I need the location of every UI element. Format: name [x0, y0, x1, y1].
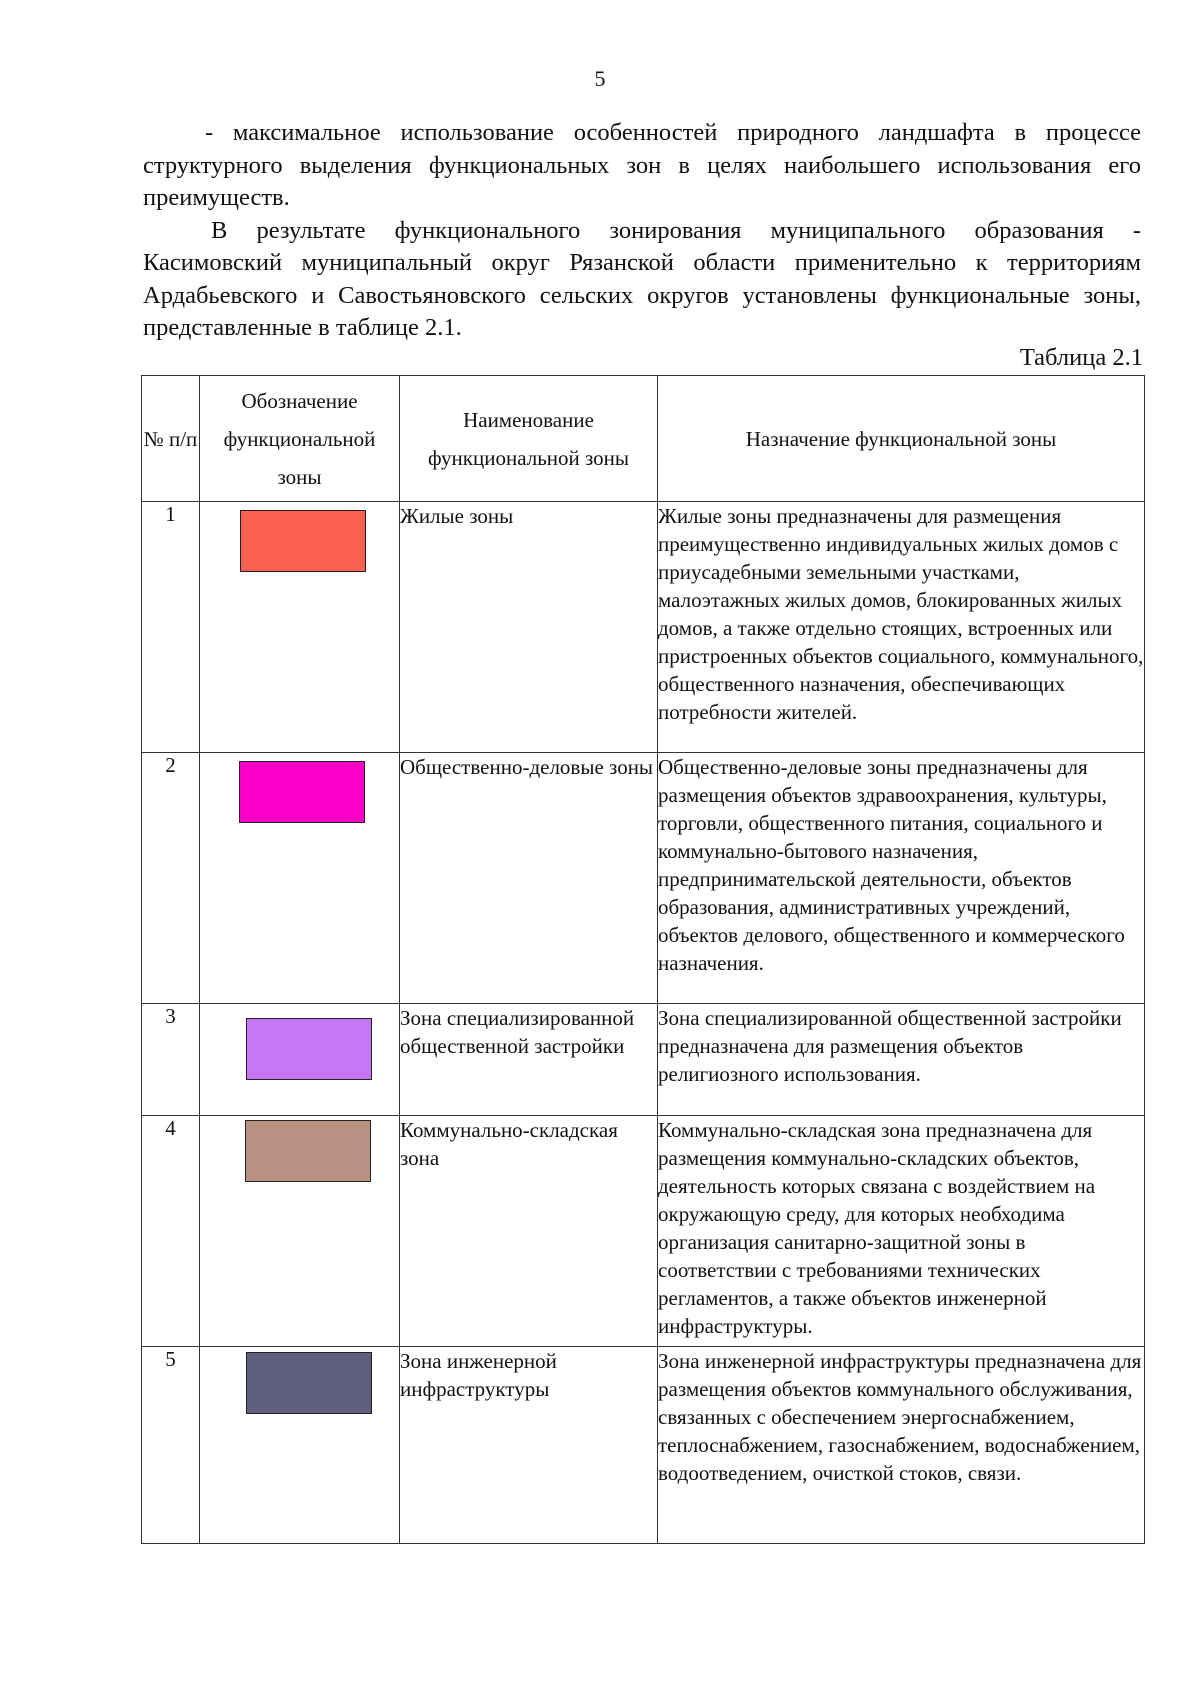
zone-color-swatch	[246, 1352, 372, 1414]
functional-zones-table	[141, 375, 1145, 1544]
zone-purpose: Коммунально-складская зона предназначена для размещения коммунально-складских объектов, деятельность которых связана с воздействием на окружающую среду, для которых необходима организация санитарно-защитной зоны в соответствии с требованиями технических регламентов, а также объектов инженерной инфраструктуры.	[658, 1116, 1145, 1347]
header-designation: Обозначение функциональной зоны	[200, 376, 400, 502]
table-row	[142, 1347, 1145, 1544]
designation-cell	[200, 1347, 400, 1544]
designation-cell	[200, 1004, 400, 1116]
zone-purpose: Зона инженерной инфраструктуры предназначена для размещения объектов коммунального обслуживания, связанных с обеспечением энергоснабжением, теплоснабжением, газоснабжением, водоснабжением, водоотведением, очисткой стоков, связи.	[658, 1347, 1145, 1544]
row-number: 3	[142, 1004, 200, 1116]
zone-purpose: Зона специализированной общественной застройки предназначена для размещения объектов религиозного использования.	[658, 1004, 1145, 1116]
zone-color-swatch	[240, 510, 366, 572]
body-text	[143, 117, 1141, 345]
paragraph: В результате функционального зонирования муниципального образования - Касимовский муниципальный округ Рязанской области применительно к территориям Ардабьевского и Савостьяновского сельских округов установлены функциональные зоны, представленные в таблице 2.1.	[143, 216, 1141, 341]
table-row	[142, 1116, 1145, 1347]
page-number: 5	[594, 66, 606, 91]
zone-name: Зона специализированной общественной застройки	[400, 1004, 658, 1116]
row-number: 5	[142, 1347, 200, 1544]
designation-cell	[200, 753, 400, 1004]
zone-purpose: Общественно-деловые зоны предназначены для размещения объектов здравоохранения, культуры, торговли, общественного питания, социального и коммунально-бытового назначения, предпринимательской деятельности, объектов образования, административных учреждений, объектов делового, общественного и коммерческого назначения.	[658, 753, 1145, 1004]
zone-name: Зона инженерной инфраструктуры	[400, 1347, 658, 1544]
table-row	[142, 1004, 1145, 1116]
paragraph: - максимальное использование особенностей природного ландшафта в процессе структурного выделения функциональных зон в целях наибольшего использования его преимуществ.	[143, 119, 1141, 211]
zone-name: Общественно-деловые зоны	[400, 753, 658, 1004]
designation-cell	[200, 502, 400, 753]
header-name: Наименование функциональной зоны	[400, 376, 658, 502]
zone-color-swatch	[246, 1018, 372, 1080]
table-header-row	[142, 376, 1145, 502]
zone-color-swatch	[245, 1120, 371, 1182]
table-row	[142, 502, 1145, 753]
zone-purpose: Жилые зоны предназначены для размещения преимущественно индивидуальных жилых домов с приусадебными земельными участками, малоэтажных жилых домов, блокированных жилых домов, а также отдельно стоящих, встроенных или пристроенных объектов социального, коммунального, общественного назначения, обеспечивающих потребности жителей.	[658, 502, 1145, 753]
zone-name: Жилые зоны	[400, 502, 658, 753]
header-num: № п/п	[142, 376, 200, 502]
table-caption: Таблица 2.1	[1019, 344, 1143, 371]
designation-cell	[200, 1116, 400, 1347]
row-number: 1	[142, 502, 200, 753]
zone-color-swatch	[239, 761, 365, 823]
header-purpose: Назначение функциональной зоны	[658, 376, 1145, 502]
zone-name: Коммунально-складская зона	[400, 1116, 658, 1347]
table-row	[142, 753, 1145, 1004]
row-number: 2	[142, 753, 200, 1004]
row-number: 4	[142, 1116, 200, 1347]
